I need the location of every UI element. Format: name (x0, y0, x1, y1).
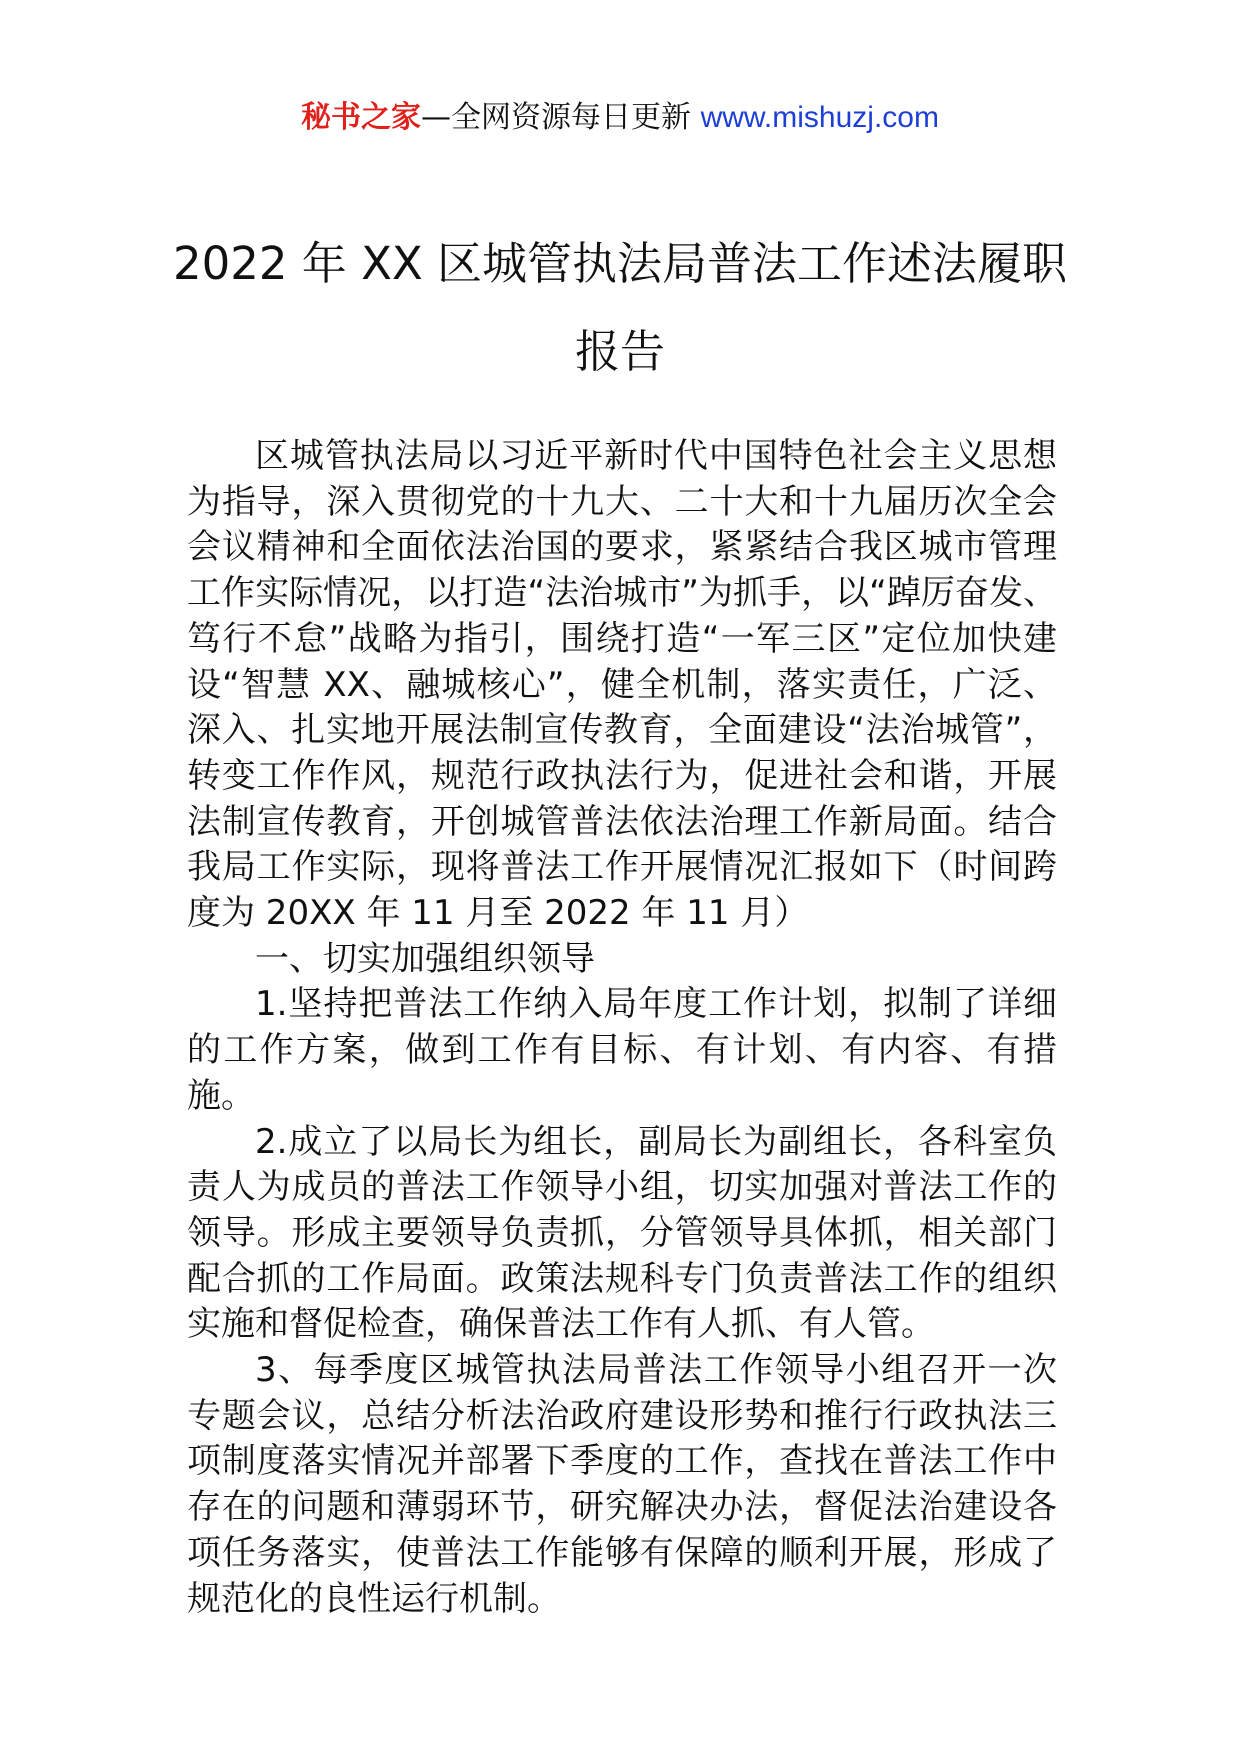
paragraph-item-3: 3、每季度区城管执法局普法工作领导小组召开一次专题会议，总结分析法治政府建设形势和推行行政执法三项制度落实情况并部署下季度的工作，查找在普法工作中存在的问题和薄弱环节，研究解决办法，督促法治建设各项任务落实，使普法工作能够有保障的顺利开展，形成了规范化的良性运行机制。 (187, 1350, 1057, 1619)
paragraph-item-2: 2.成立了以局长为组长，副局长为副组长，各科室负责人为成员的普法工作领导小组，切实加强对普法工作的领导。形成主要领导负责抓，分管领导具体抓，相关部门配合抓的工作局面。政策法规科专门负责普法工作的组织实施和督促检查，确保普法工作有人抓、有人管。 (187, 1121, 1057, 1345)
document-title-line-1: 2022 年 XX 区城管执法局普法工作述法履职 (172, 237, 1068, 290)
site-url[interactable]: www.mishuzj.com (700, 101, 939, 134)
document-title-line-2: 报告 (574, 325, 665, 378)
site-header (0, 98, 1240, 138)
header-tagline: —全网资源每日更新 (421, 100, 701, 135)
paragraph-intro: 区城管执法局以习近平新时代中国特色社会主义思想为指导，深入贯彻党的十九大、二十大和十九届历次全会会议精神和全面依法治国的要求，紧紧结合我区城市管理工作实际情况，以打造“法治城市”为抓手，以“踔厉奋发、笃行不怠”战略为指引，围绕打造“一军三区”定位加快建设“智慧 XX、融城核心”，健全机制，落实责任，广泛、深入、扎实地开展法制宣传教育，全面建设“法治城管”，转变工作作风，规范行政执法行为，促进社会和谐，开展法制宣传教育，开创城管普法依法治理工作新局面。结合我局工作实际，现将普法工作开展情况汇报如下（时间跨度为 20XX 年 11 月至 2022 年 11 月） (187, 436, 1057, 934)
paragraph-item-1: 1.坚持把普法工作纳入局年度工作计划，拟制了详细的工作方案，做到工作有目标、有计划、有内容、有措施。 (187, 984, 1057, 1116)
brand-name: 秘书之家 (301, 100, 422, 135)
document-body (187, 434, 1057, 1622)
section-heading-1: 一、切实加强组织领导 (255, 938, 595, 979)
